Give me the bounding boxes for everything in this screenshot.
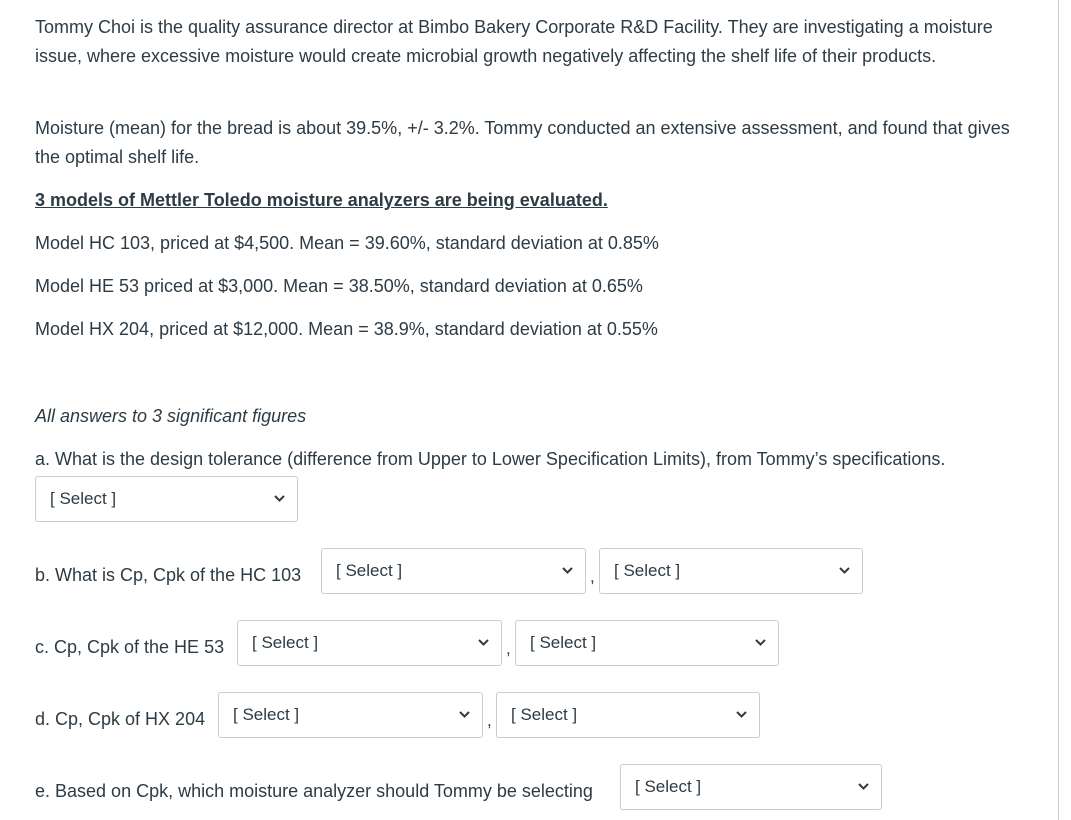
answer-a-select[interactable] [35,476,298,522]
models-heading: 3 models of Mettler Toledo moisture analyzers are being evaluated. [35,190,608,210]
chevron-down-icon [755,639,766,646]
answer-d-cpk-select[interactable] [496,692,760,738]
select-value: [ Select ] [336,561,403,580]
model-hc103: Model HC 103, priced at $4,500. Mean = 39.60%, standard deviation at 0.85% [35,233,659,253]
answer-d-cp-select[interactable] [218,692,483,738]
select-value: [ Select ] [233,705,300,724]
comma-separator: , [506,639,511,658]
right-border [1058,0,1059,820]
answer-e-select[interactable] [620,764,882,810]
answer-b-cpk-select[interactable] [599,548,863,594]
question-b: b. What is Cp, Cpk of the HC 103 [35,565,302,585]
chevron-down-icon [858,783,869,790]
moisture-paragraph: Moisture (mean) for the bread is about 39.5%, +/- 3.2%. Tommy conducted an extensive assessment, and found that gives the optimal shelf life. [35,118,1010,167]
chevron-down-icon [459,711,470,718]
question-c: c. Cp, Cpk of the HE 53 [35,637,225,657]
select-value: [ Select ] [50,489,117,508]
comma-separator: , [487,711,492,730]
answer-b-cp-select[interactable] [321,548,586,594]
intro-paragraph: Tommy Choi is the quality assurance director at Bimbo Bakery Corporate R&D Facility. They are investigating a moisture issue, where excessive moisture would create microbial growth negatively affecting the shelf life of their products. [35,17,993,66]
select-value: [ Select ] [252,633,319,652]
question-d: d. Cp, Cpk of HX 204 [35,709,206,729]
comma-separator: , [590,567,595,586]
significant-figures-note: All answers to 3 significant figures [35,406,307,426]
answer-c-cpk-select[interactable] [515,620,779,666]
chevron-down-icon [839,567,850,574]
question-e: e. Based on Cpk, which moisture analyzer should Tommy be selecting [35,781,593,801]
select-value: [ Select ] [635,777,702,796]
chevron-down-icon [478,639,489,646]
select-value: [ Select ] [530,633,597,652]
question-a: a. What is the design tolerance (difference from Upper to Lower Specification Limits), from Tommy’s specifications. [35,449,946,469]
select-value: [ Select ] [614,561,681,580]
chevron-down-icon [736,711,747,718]
select-value: [ Select ] [511,705,578,724]
chevron-down-icon [274,495,285,502]
model-hx204: Model HX 204, priced at $12,000. Mean = 38.9%, standard deviation at 0.55% [35,319,658,339]
answer-c-cp-select[interactable] [237,620,502,666]
chevron-down-icon [562,567,573,574]
model-he53: Model HE 53 priced at $3,000. Mean = 38.50%, standard deviation at 0.65% [35,276,643,296]
